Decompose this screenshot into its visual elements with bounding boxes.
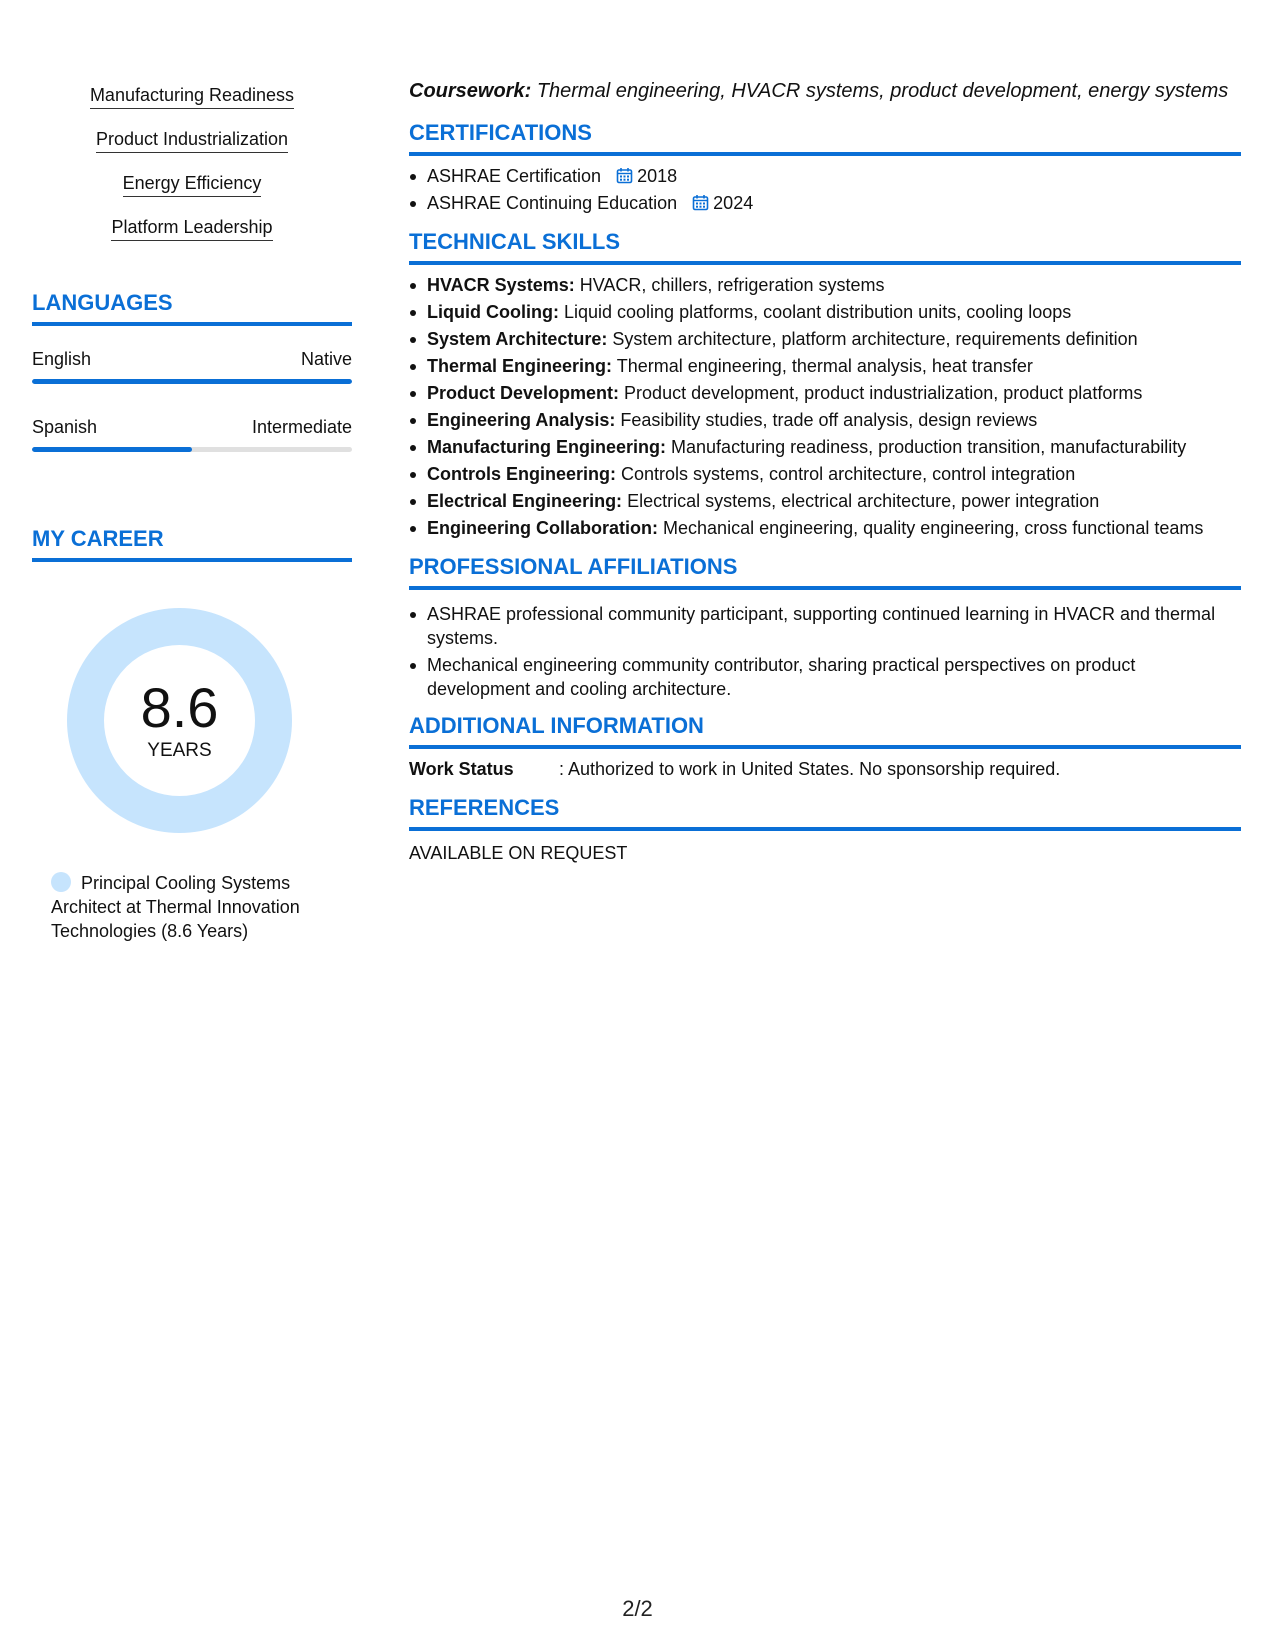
certifications-list [409, 164, 1241, 215]
skill-text: Feasibility studies, trade off analysis, design reviews [620, 410, 1038, 430]
skill-item [409, 489, 1241, 513]
affiliation-item: ASHRAE professional community participant, supporting continued learning in HVACR and thermal systems. [409, 602, 1241, 650]
language-proficiency-bar [32, 447, 352, 452]
legend-dot-icon [51, 872, 71, 892]
additional-info-heading: ADDITIONAL INFORMATION [409, 713, 1241, 749]
calendar-icon [616, 167, 633, 184]
career-donut-chart [67, 608, 292, 833]
affiliation-item: Mechanical engineering community contributor, sharing practical perspectives on product development and cooling architecture. [409, 653, 1241, 701]
skill-label: Manufacturing Engineering: [427, 437, 667, 457]
skill-item [409, 516, 1241, 540]
language-level: Intermediate [251, 417, 352, 437]
language-level: Native [300, 349, 352, 369]
work-status-row [409, 757, 1241, 781]
certification-year: 2018 [637, 166, 678, 186]
skill-item [409, 408, 1241, 432]
references-text: AVAILABLE ON REQUEST [409, 843, 628, 863]
skill-label: Liquid Cooling: [427, 302, 559, 322]
skill-text: Manufacturing readiness, production transition, manufacturability [671, 437, 1187, 457]
skill-text: Thermal engineering, thermal analysis, heat transfer [616, 356, 1033, 376]
technical-skills-heading: TECHNICAL SKILLS [409, 229, 1241, 265]
certifications-heading: CERTIFICATIONS [409, 120, 1241, 156]
language-proficiency-bar [32, 379, 352, 384]
certification-year: 2024 [713, 193, 754, 213]
skill-item [409, 273, 1241, 297]
language-proficiency-fill [32, 447, 192, 452]
skill-label: Thermal Engineering: [427, 356, 613, 376]
certification-name: ASHRAE Certification [427, 166, 602, 186]
language-proficiency-fill [32, 379, 352, 384]
main-content [409, 78, 1241, 865]
language-spanish [32, 416, 352, 452]
certification-name: ASHRAE Continuing Education [427, 193, 678, 213]
technical-skills-list [409, 273, 1241, 540]
skill-item [409, 354, 1241, 378]
skill-item [409, 327, 1241, 351]
references-heading: REFERENCES [409, 795, 1241, 831]
calendar-icon [692, 194, 709, 211]
coursework-text: Thermal engineering, HVACR systems, product development, energy systems [536, 80, 1229, 102]
career-center-label [67, 678, 292, 762]
skill-text: Controls systems, control architecture, control integration [621, 464, 1076, 484]
sidebar [32, 84, 352, 943]
affiliations-list [409, 602, 1241, 701]
skill-text: System architecture, platform architecture, requirements definition [612, 329, 1138, 349]
strengths-list [32, 84, 352, 260]
skill-label: Controls Engineering: [427, 464, 616, 484]
skill-label: HVACR Systems: [427, 275, 575, 295]
coursework [409, 78, 1241, 104]
skill-text: HVACR, chillers, refrigeration systems [579, 275, 885, 295]
strength-item: Product Industrialization [96, 128, 288, 153]
strength-item: Platform Leadership [111, 216, 272, 241]
career-total-years: 8.6 [140, 676, 219, 739]
skill-text: Electrical systems, electrical architecture, power integration [627, 491, 1100, 511]
skill-label: Engineering Collaboration: [427, 518, 659, 538]
page-number: 2/2 [622, 1596, 653, 1621]
strength-item: Manufacturing Readiness [90, 84, 294, 109]
skill-text: Product development, product industrialization, product platforms [624, 383, 1143, 403]
strength-item: Energy Efficiency [123, 172, 262, 197]
work-status-label: Work Status [409, 759, 514, 779]
certification-item [409, 164, 1241, 188]
language-name: Spanish [32, 417, 98, 437]
skill-label: System Architecture: [427, 329, 608, 349]
skill-label: Electrical Engineering: [427, 491, 623, 511]
language-name: English [32, 349, 92, 369]
skill-label: Product Development: [427, 383, 620, 403]
affiliations-heading: PROFESSIONAL AFFILIATIONS [409, 554, 1241, 590]
skill-text: Mechanical engineering, quality engineering, cross functional teams [663, 518, 1204, 538]
skill-text: Liquid cooling platforms, coolant distribution units, cooling loops [563, 302, 1072, 322]
career-legend [51, 871, 321, 943]
languages-heading: LANGUAGES [32, 290, 352, 326]
coursework-label: Coursework: [409, 80, 532, 102]
certification-item [409, 191, 1241, 215]
work-status-value: : Authorized to work in United States. No sponsorship required. [559, 759, 1061, 779]
skill-item [409, 435, 1241, 459]
skill-item [409, 462, 1241, 486]
skill-item [409, 381, 1241, 405]
career-legend-text: Principal Cooling Systems Architect at Thermal Innovation Technologies (8.6 Years) [51, 873, 300, 941]
skill-label: Engineering Analysis: [427, 410, 616, 430]
language-english [32, 348, 352, 384]
skill-item [409, 300, 1241, 324]
career-unit: YEARS [147, 740, 212, 761]
career-heading: MY CAREER [32, 526, 352, 562]
